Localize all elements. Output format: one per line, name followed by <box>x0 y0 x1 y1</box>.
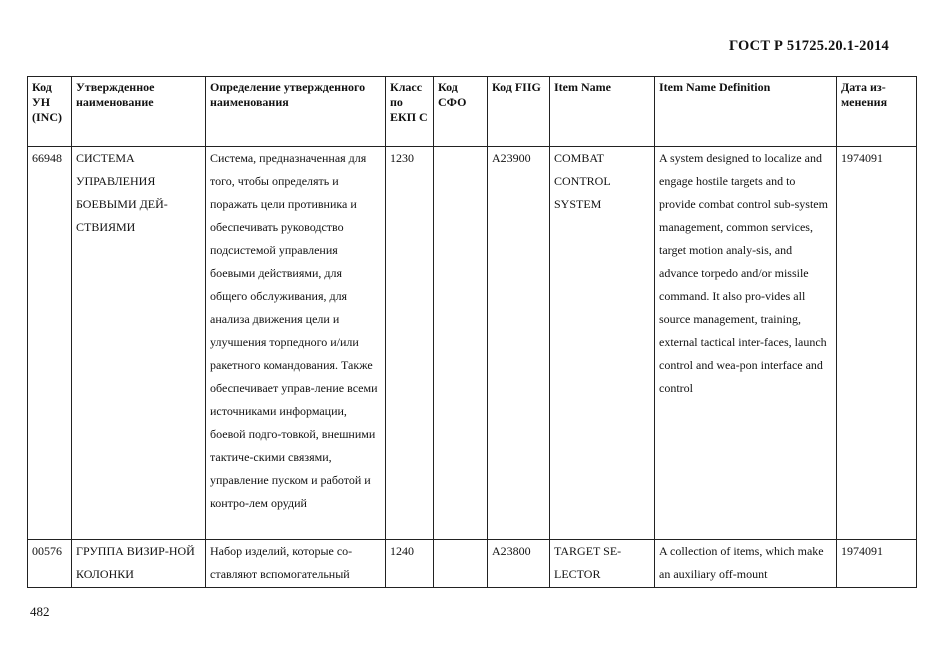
cell-fiig <box>488 540 550 588</box>
col-header-date: Дата из-менения <box>837 77 917 147</box>
catalog-table <box>27 76 917 588</box>
col-header-inc: Код УН (INC) <box>28 77 72 147</box>
col-header-approved-name: Утвержденное наименование <box>72 77 206 147</box>
col-header-class: Класс по ЕКП С <box>386 77 434 147</box>
col-header-fiig: Код FIIG <box>488 77 550 147</box>
cell-approved-name-text: ГРУППА ВИЗИР-НОЙ КОЛОНКИ <box>76 544 195 581</box>
cell-item-definition: A system designed to localize and engage hostile targets and to provide combat control sub-system management, common services, target motion analy-sis, and advance torpedo and/or missile command. It also pro-vides all source management, training, external tactical inter-faces, launch control and wea-pon interface and control <box>655 147 837 540</box>
cell-approved-name: СИСТЕМА УПРАВЛЕНИЯ БОЕВЫМИ ДЕЙ-СТВИЯМИ <box>72 147 206 540</box>
cell-sfo-text <box>438 540 483 587</box>
document-code: ГОСТ Р 51725.20.1-2014 <box>728 38 889 54</box>
cell-inc: 66948 <box>28 147 72 540</box>
cell-fiig: A23900 <box>488 147 550 540</box>
cell-definition: Система, предназначенная для того, чтобы определять и поражать цели противника и обеспечивать руководство подсистемой управления боевыми действиями, для общего обслуживания, для анализа движения цели и улучшения торпедного и/или ракетного командования. Также обеспечивает управ-ление всеми источниками информации, боевой подго-товкой, внешними тактиче-скими связями, управление пуском и работой и контро-лем орудий <box>206 147 386 540</box>
cell-definition-text: Набор изделий, которые со-ставляют вспомогательный <box>210 544 353 581</box>
col-header-sfo: Код СФО <box>434 77 488 147</box>
col-header-item-name: Item Name <box>550 77 655 147</box>
cell-definition <box>206 540 386 588</box>
table-header-row <box>28 77 917 147</box>
cell-class <box>386 540 434 588</box>
cell-class: 1230 <box>386 147 434 540</box>
cell-item-definition-text: A collection of items, which make an auxiliary off-mount <box>659 544 824 581</box>
cell-item-name: COMBAT CONTROL SYSTEM <box>550 147 655 540</box>
cell-date: 1974091 <box>837 147 917 540</box>
cell-sfo <box>434 147 488 540</box>
table-row <box>28 540 917 588</box>
cell-item-definition <box>655 540 837 588</box>
cell-fiig-text: A23800 <box>492 544 531 558</box>
col-header-item-definition: Item Name Definition <box>655 77 837 147</box>
page-number: 482 <box>30 604 50 619</box>
cell-inc-text: 00576 <box>32 544 62 558</box>
cell-sfo <box>434 540 488 588</box>
cell-date-text: 1974091 <box>841 544 883 558</box>
cell-item-name <box>550 540 655 588</box>
col-header-definition: Определение утвержденного наименования <box>206 77 386 147</box>
cell-inc <box>28 540 72 588</box>
cell-class-text: 1240 <box>390 544 414 558</box>
cell-date <box>837 540 917 588</box>
cell-approved-name <box>72 540 206 588</box>
table-row <box>28 147 917 540</box>
cell-item-name-text: TARGET SE-LECTOR <box>554 544 622 581</box>
